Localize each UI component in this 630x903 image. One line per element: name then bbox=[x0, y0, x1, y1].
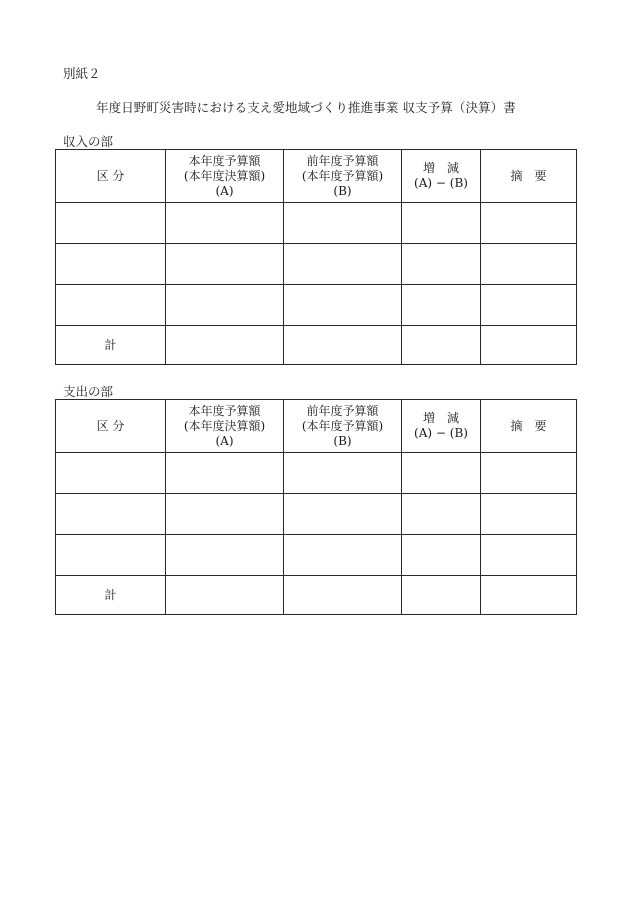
change-cell[interactable] bbox=[402, 535, 481, 576]
annex-label: 別紙２ bbox=[63, 66, 101, 81]
total-label: 計 bbox=[56, 326, 166, 365]
total-current-cell[interactable] bbox=[166, 576, 284, 615]
category-cell[interactable] bbox=[56, 453, 166, 494]
income-row bbox=[56, 285, 577, 326]
expense-row bbox=[56, 535, 577, 576]
current-budget-header: 本年度予算額 (本年度決算額) (A) bbox=[166, 400, 284, 453]
category-header: 区 分 bbox=[56, 400, 166, 453]
expense-total-row bbox=[56, 576, 577, 615]
income-row bbox=[56, 244, 577, 285]
previous-amount-cell[interactable] bbox=[284, 494, 402, 535]
category-cell[interactable] bbox=[56, 285, 166, 326]
current-amount-cell[interactable] bbox=[166, 285, 284, 326]
income-total-row bbox=[56, 326, 577, 365]
remarks-cell[interactable] bbox=[481, 494, 577, 535]
current-amount-cell[interactable] bbox=[166, 453, 284, 494]
total-previous-cell[interactable] bbox=[284, 576, 402, 615]
category-cell[interactable] bbox=[56, 494, 166, 535]
expense-row bbox=[56, 494, 577, 535]
total-change-cell[interactable] bbox=[402, 576, 481, 615]
document-title: 年度日野町災害時における支え愛地域づくり推進事業 収支予算（決算）書 bbox=[96, 100, 516, 115]
income-table bbox=[55, 149, 577, 365]
previous-amount-cell[interactable] bbox=[284, 244, 402, 285]
change-header: 増 減 (A) − (B) bbox=[402, 400, 481, 453]
total-remarks-cell[interactable] bbox=[481, 576, 577, 615]
remarks-cell[interactable] bbox=[481, 535, 577, 576]
remarks-cell[interactable] bbox=[481, 203, 577, 244]
total-current-cell[interactable] bbox=[166, 326, 284, 365]
remarks-cell[interactable] bbox=[481, 453, 577, 494]
previous-amount-cell[interactable] bbox=[284, 453, 402, 494]
current-amount-cell[interactable] bbox=[166, 244, 284, 285]
change-cell[interactable] bbox=[402, 285, 481, 326]
current-amount-cell[interactable] bbox=[166, 203, 284, 244]
income-header-row bbox=[56, 150, 577, 203]
remarks-header: 摘 要 bbox=[481, 400, 577, 453]
income-section-label: 収入の部 bbox=[63, 134, 114, 149]
current-amount-cell[interactable] bbox=[166, 535, 284, 576]
category-cell[interactable] bbox=[56, 244, 166, 285]
remarks-cell[interactable] bbox=[481, 244, 577, 285]
income-row bbox=[56, 203, 577, 244]
current-budget-header: 本年度予算額 (本年度決算額) (A) bbox=[166, 150, 284, 203]
previous-amount-cell[interactable] bbox=[284, 203, 402, 244]
expense-section-label: 支出の部 bbox=[63, 384, 114, 399]
remarks-header: 摘 要 bbox=[481, 150, 577, 203]
change-cell[interactable] bbox=[402, 453, 481, 494]
category-header: 区 分 bbox=[56, 150, 166, 203]
category-cell[interactable] bbox=[56, 203, 166, 244]
previous-budget-header: 前年度予算額 (本年度予算額) (B) bbox=[284, 400, 402, 453]
expense-row bbox=[56, 453, 577, 494]
total-label: 計 bbox=[56, 576, 166, 615]
previous-amount-cell[interactable] bbox=[284, 285, 402, 326]
change-cell[interactable] bbox=[402, 244, 481, 285]
total-previous-cell[interactable] bbox=[284, 326, 402, 365]
current-amount-cell[interactable] bbox=[166, 494, 284, 535]
category-cell[interactable] bbox=[56, 535, 166, 576]
previous-amount-cell[interactable] bbox=[284, 535, 402, 576]
remarks-cell[interactable] bbox=[481, 285, 577, 326]
total-change-cell[interactable] bbox=[402, 326, 481, 365]
change-header: 増 減 (A) − (B) bbox=[402, 150, 481, 203]
change-cell[interactable] bbox=[402, 203, 481, 244]
expense-table bbox=[55, 399, 577, 615]
change-cell[interactable] bbox=[402, 494, 481, 535]
total-remarks-cell[interactable] bbox=[481, 326, 577, 365]
expense-header-row bbox=[56, 400, 577, 453]
previous-budget-header: 前年度予算額 (本年度予算額) (B) bbox=[284, 150, 402, 203]
